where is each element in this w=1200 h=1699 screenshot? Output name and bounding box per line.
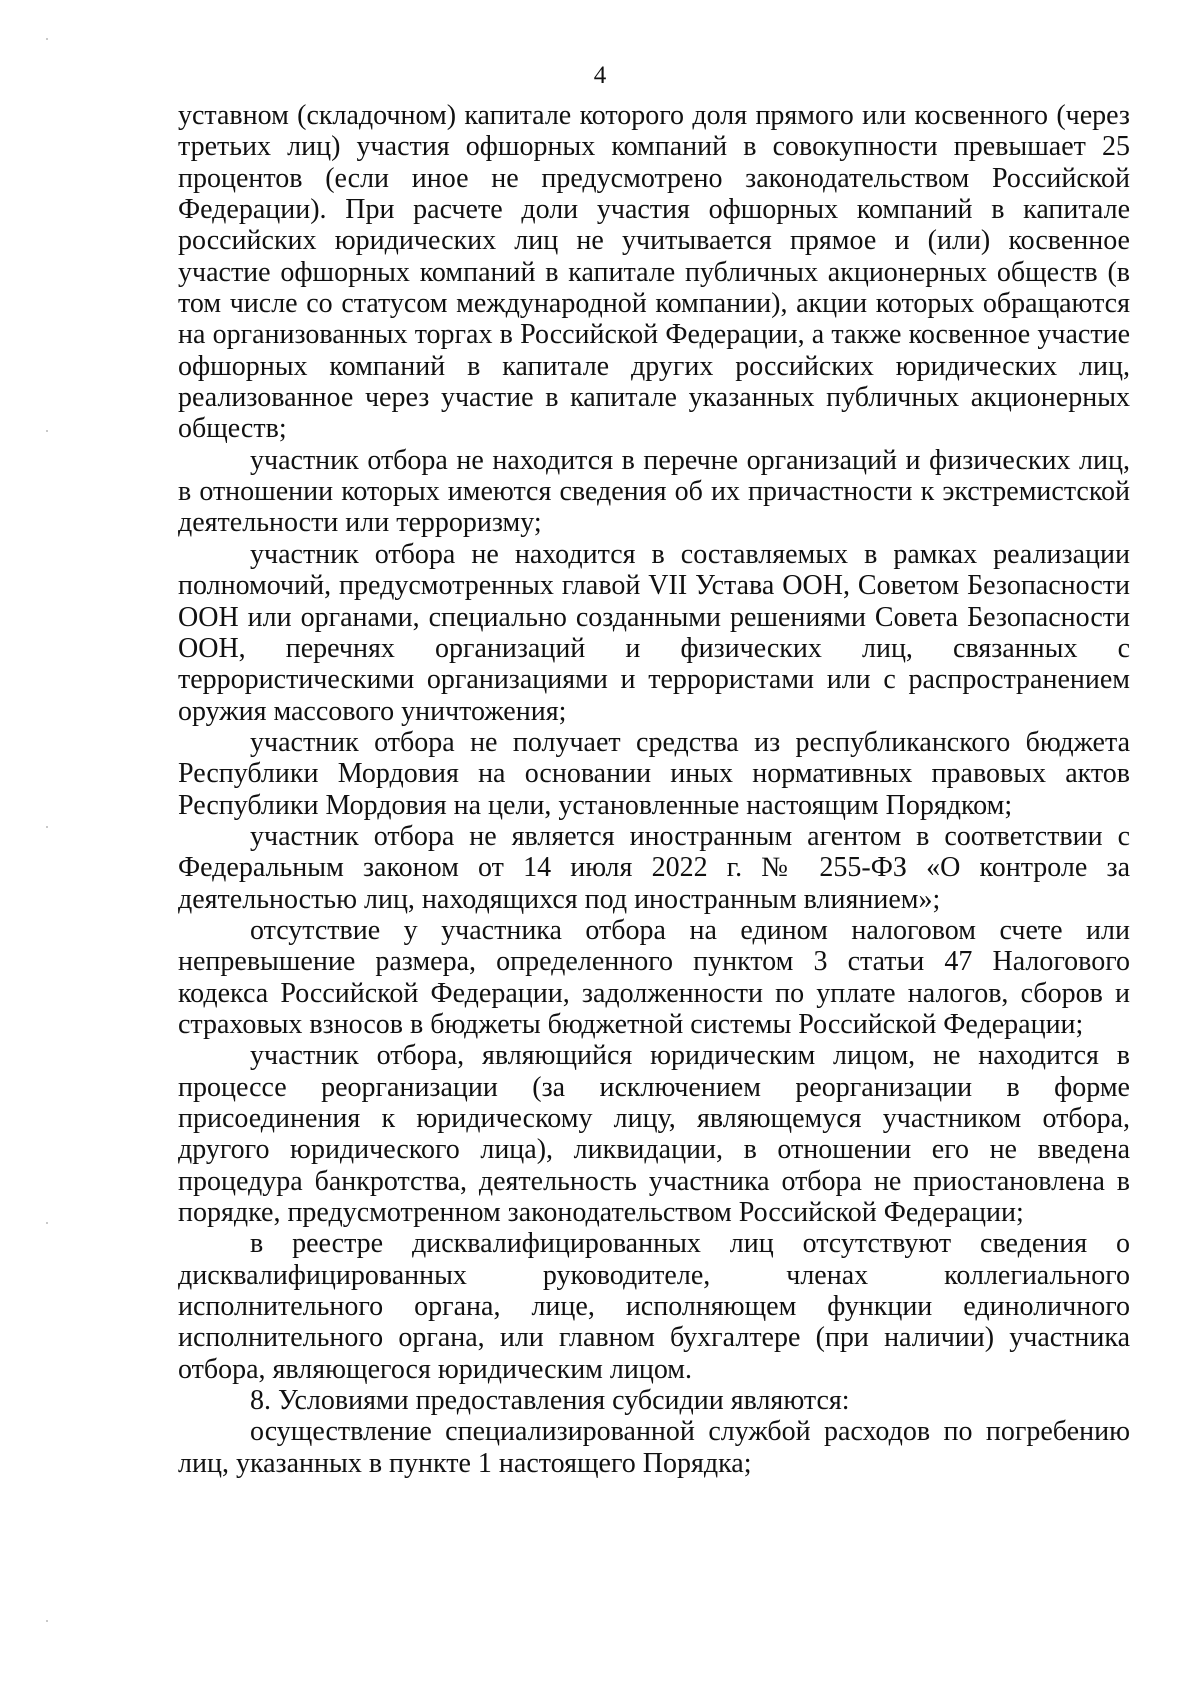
scan-speck bbox=[46, 826, 48, 828]
paragraph-tax-debt: отсутствие у участника отбора на едином налоговом счете или непревышение размера, определенного пунктом 3 статьи 47 Налогового кодекса Российской Федерации, задолженности по уплате налогов, сборов и страховых взносов в бюджеты бюджетной системы Российской Федерации; bbox=[178, 914, 1130, 1040]
scan-speck bbox=[46, 1620, 48, 1622]
scan-speck bbox=[46, 38, 48, 40]
paragraph-continuation: уставном (складочном) капитале которого доля прямого или косвенного (через третьих лиц) участия офшорных компаний в совокупности превышает 25 процентов (если иное не предусмотрено законодательством Российской Федерации). При расчете доли участия офшорных компаний в капитале российских юридических лиц не учитывается прямое и (или) косвенное участие офшорных компаний в капитале публичных акционерных обществ (в том числе со статусом международной компании), акции которых обращаются на организованных торгах в Российской Федерации, а также косвенное участие офшорных компаний в капитале других российских юридических лиц, реализованное через участие в капитале указанных публичных акционерных обществ; bbox=[178, 100, 1130, 445]
section-heading-conditions: 8. Условиями предоставления субсидии являются: bbox=[250, 1385, 850, 1417]
paragraph-disqualified: в реестре дисквалифицированных лиц отсутствуют сведения о дисквалифицированных руководителе, членах коллегиального исполнительного органа, лице, исполняющем функции единоличного исполнительного органа, или главном бухгалтере (при наличии) участника отбора, являющегося юридическим лицом. bbox=[178, 1228, 1130, 1385]
page-number: 4 bbox=[593, 62, 607, 89]
paragraph-foreign-agent: участник отбора не является иностранным агентом в соответствии с Федеральным законом от 14 июля 2022 г. № 255-ФЗ «О контроле за деятельностью лиц, находящихся под иностранным влиянием»; bbox=[178, 820, 1130, 915]
paragraph-budget-funds: участник отбора не получает средства из республиканского бюджета Республики Мордовия на основании иных нормативных правовых актов Республики Мордовия на цели, установленные настоящим Порядком; bbox=[178, 726, 1130, 821]
scan-speck bbox=[46, 430, 48, 432]
document-body bbox=[178, 100, 1130, 1479]
paragraph-reorganization: участник отбора, являющийся юридическим лицом, не находится в процессе реорганизации (за исключением реорганизации в форме присоединения к юридическому лицу, являющемуся участником отбора, другого юридического лица), ликвидации, в отношении его не введена процедура банкротства, деятельность участника отбора не приостановлена в порядке, предусмотренном законодательством Российской Федерации; bbox=[178, 1040, 1130, 1229]
paragraph-burial-expenses: осуществление специализированной службой расходов по погребению лиц, указанных в пункте 1 настоящего Порядка; bbox=[178, 1416, 1130, 1479]
paragraph-un-lists: участник отбора не находится в составляемых в рамках реализации полномочий, предусмотренных главой VII Устава ООН, Советом Безопасности ООН или органами, специально созданными решениями Совета Безопасности ООН, перечнях организаций и физических лиц, связанных с террористическими организациями и террористами или с распространением оружия массового уничтожения; bbox=[178, 538, 1130, 727]
paragraph-extremism: участник отбора не находится в перечне организаций и физических лиц, в отношении которых имеются сведения об их причастности к экстремистской деятельности или терроризму; bbox=[178, 444, 1130, 539]
scan-speck bbox=[46, 1222, 48, 1224]
